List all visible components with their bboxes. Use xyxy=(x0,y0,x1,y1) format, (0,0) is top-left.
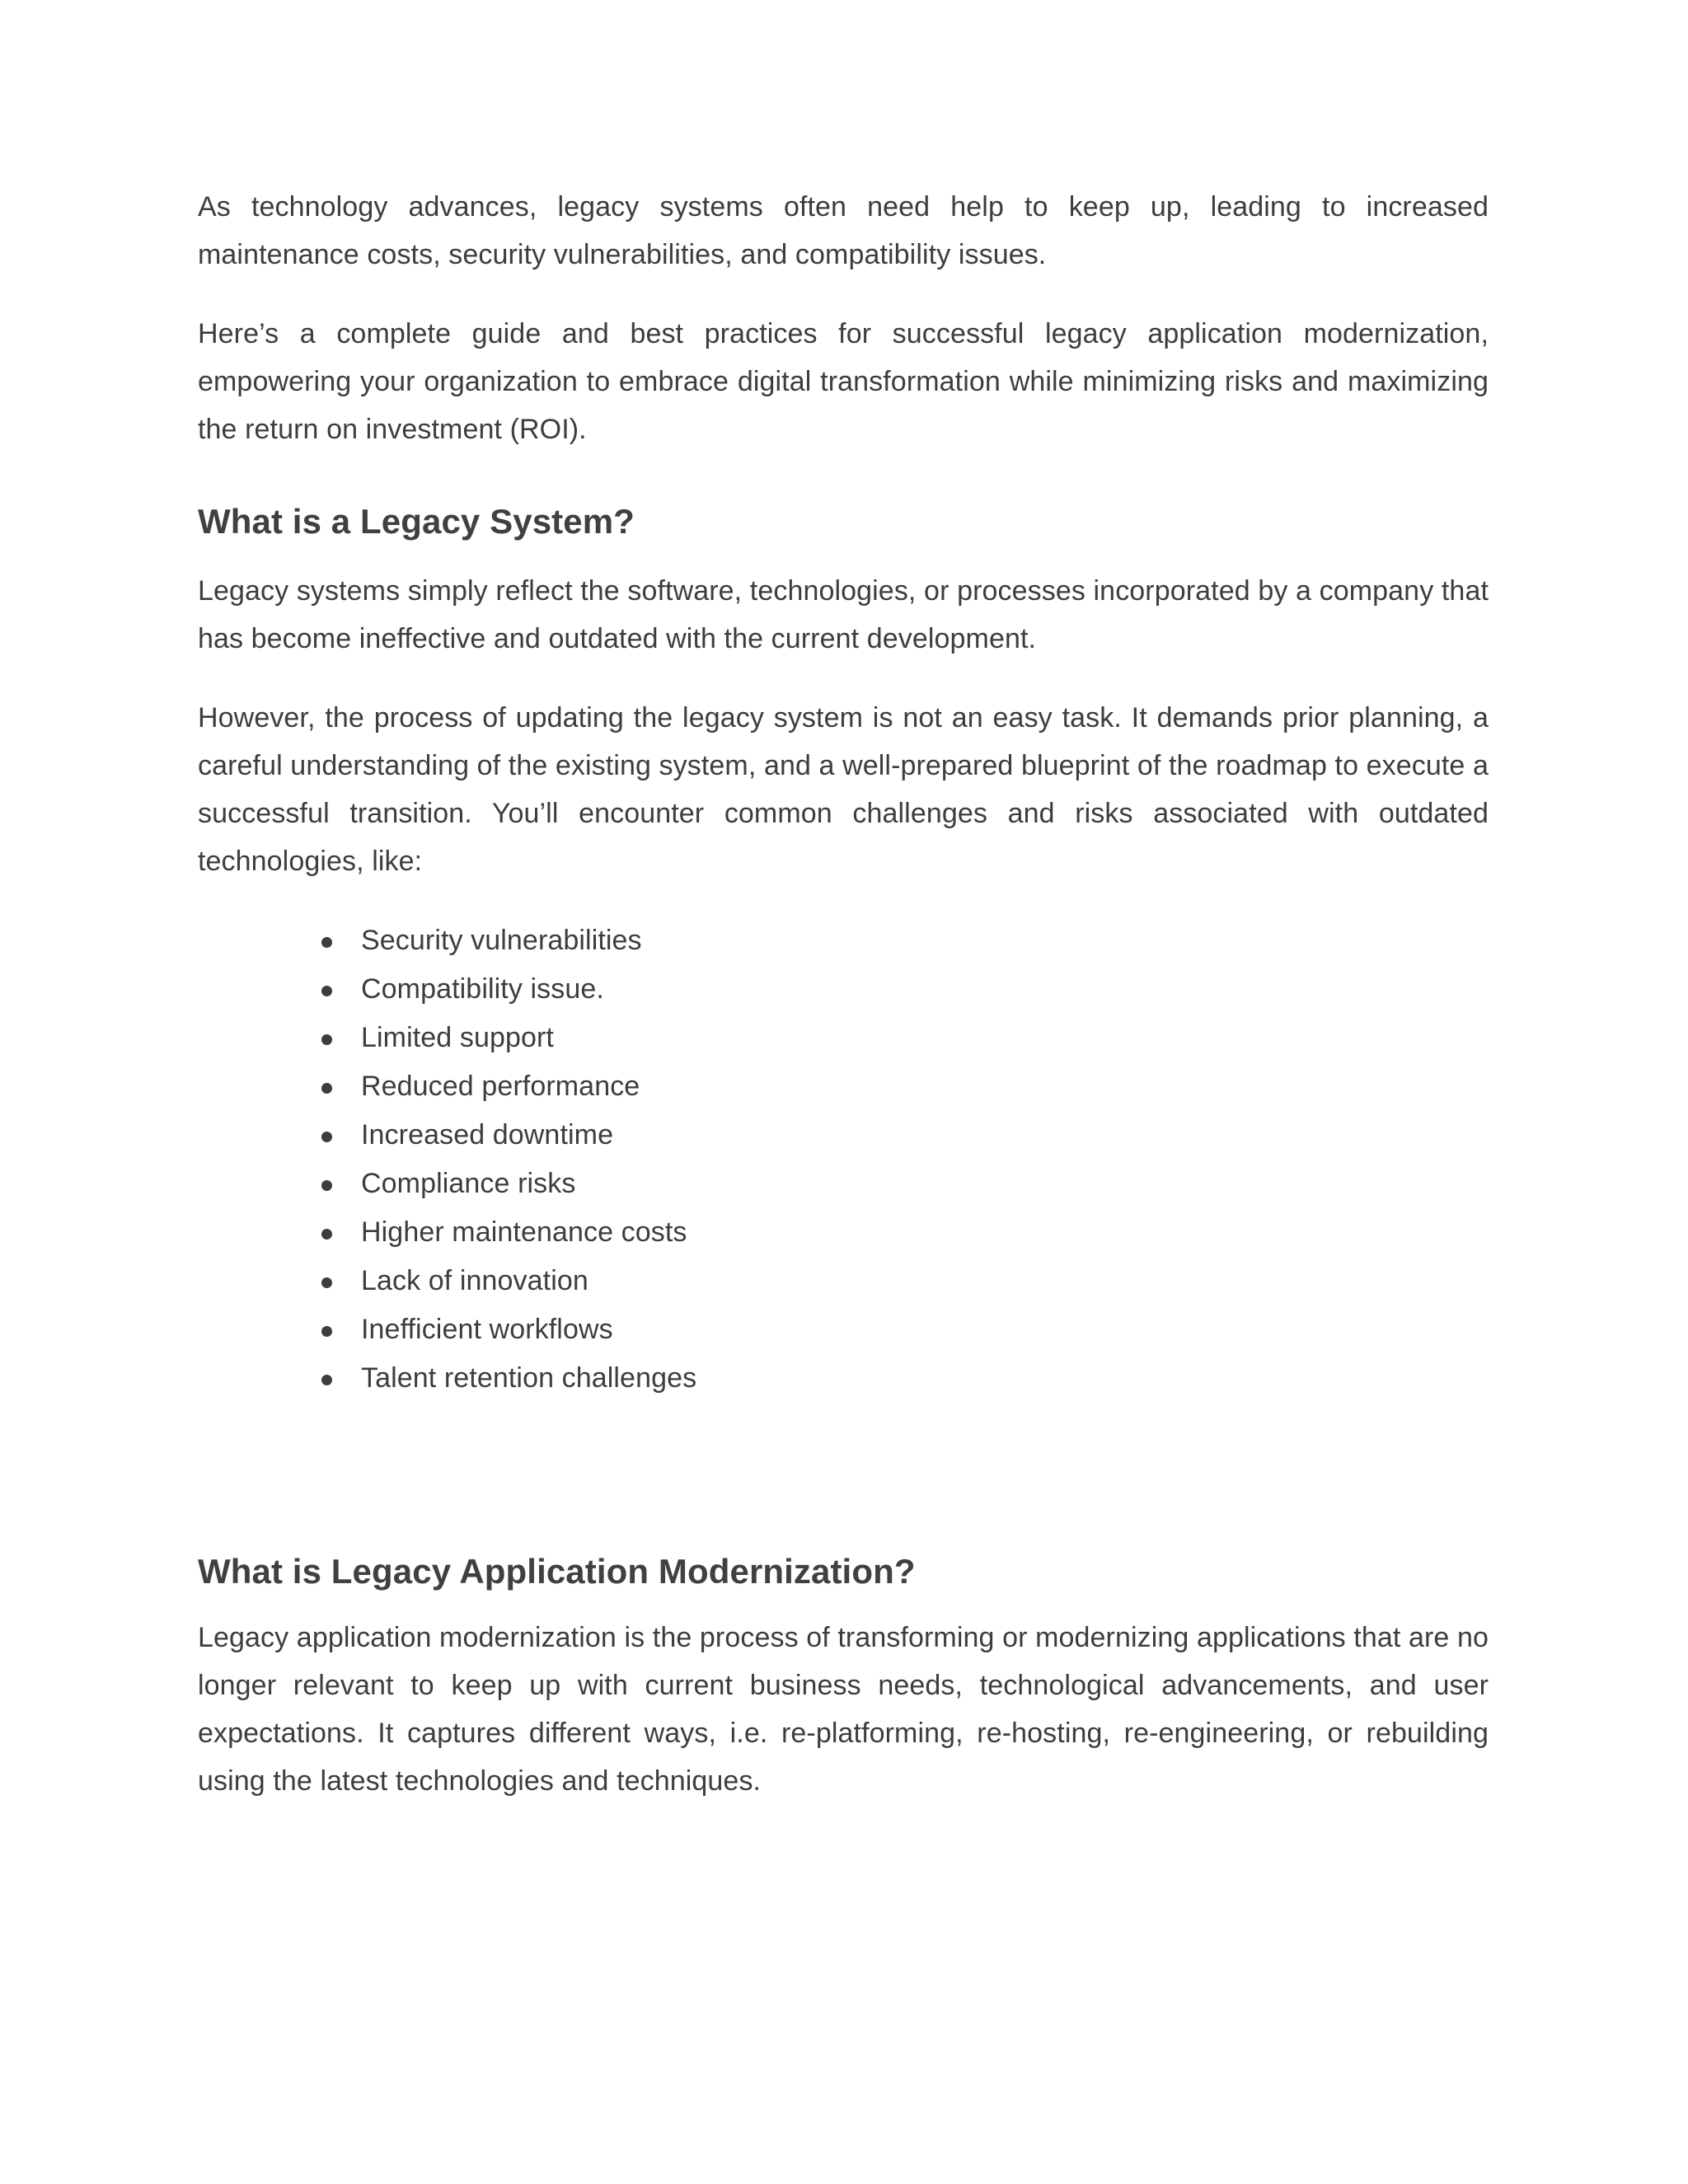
list-item xyxy=(198,965,1489,1014)
bullet-dot-icon xyxy=(321,1083,332,1094)
challenges-bullet-list xyxy=(198,916,1489,1403)
list-item-label: Compatibility issue. xyxy=(361,973,604,1005)
bullet-dot-icon xyxy=(321,1277,332,1288)
bullet-dot-icon xyxy=(321,1034,332,1045)
list-item-label: Talent retention challenges xyxy=(361,1362,697,1394)
bullet-dot-icon xyxy=(321,1229,332,1240)
list-item-label: Reduced performance xyxy=(361,1071,640,1102)
bullet-dot-icon xyxy=(321,986,332,996)
list-item xyxy=(198,1160,1489,1208)
list-item-label: Increased downtime xyxy=(361,1119,614,1151)
list-item-label: Security vulnerabilities xyxy=(361,925,642,956)
list-item xyxy=(198,1014,1489,1062)
list-item xyxy=(198,1257,1489,1305)
paragraph-legacy-definition: Legacy systems simply reflect the software, technologies, or processes incorporated by a company that has become ineffective and outdated with the current development. xyxy=(198,575,1489,654)
list-item-label: Higher maintenance costs xyxy=(361,1216,687,1248)
list-item-label: Lack of innovation xyxy=(361,1265,588,1296)
bullet-dot-icon xyxy=(321,937,332,948)
list-item xyxy=(198,1111,1489,1160)
heading-what-is-legacy-application-modernization: What is Legacy Application Modernization? xyxy=(198,1552,916,1591)
list-item-label: Compliance risks xyxy=(361,1168,576,1199)
paragraph-intro-2: Here’s a complete guide and best practices for successful legacy application modernization, empowering your organization to embrace digital transformation while minimizing risks and maximizing the return on investment (ROI). xyxy=(198,318,1489,445)
list-item xyxy=(198,1305,1489,1354)
bullet-dot-icon xyxy=(321,1180,332,1191)
list-item xyxy=(198,1062,1489,1111)
list-spacer xyxy=(198,1403,1489,1451)
list-item xyxy=(198,1354,1489,1403)
bullet-dot-icon xyxy=(321,1326,332,1337)
paragraph-legacy-challenges-intro: However, the process of updating the legacy system is not an easy task. It demands prior planning, a careful understanding of the existing system, and a well-prepared blueprint of the roadmap to execute a successful transition. You’ll encounter common challenges and risks associated with outdated technologies, like: xyxy=(198,702,1489,877)
list-item xyxy=(198,916,1489,965)
paragraph-modernization-definition: Legacy application modernization is the process of transforming or modernizing applications that are no longer relevant to keep up with current business needs, technological advancements, and user expectations. It captures different ways, i.e. re-platforming, re-hosting, re-engineering, or rebuilding using the latest technologies and techniques. xyxy=(198,1622,1489,1797)
list-item-label: Limited support xyxy=(361,1022,554,1053)
document-body xyxy=(198,183,1489,1805)
bullet-dot-icon xyxy=(321,1375,332,1385)
heading-what-is-a-legacy-system: What is a Legacy System? xyxy=(198,502,635,541)
list-item-label: Inefficient workflows xyxy=(361,1314,613,1345)
paragraph-intro-1: As technology advances, legacy systems often need help to keep up, leading to increased maintenance costs, security vulnerabilities, and compatibility issues. xyxy=(198,191,1489,270)
list-item xyxy=(198,1208,1489,1257)
bullet-dot-icon xyxy=(321,1132,332,1142)
